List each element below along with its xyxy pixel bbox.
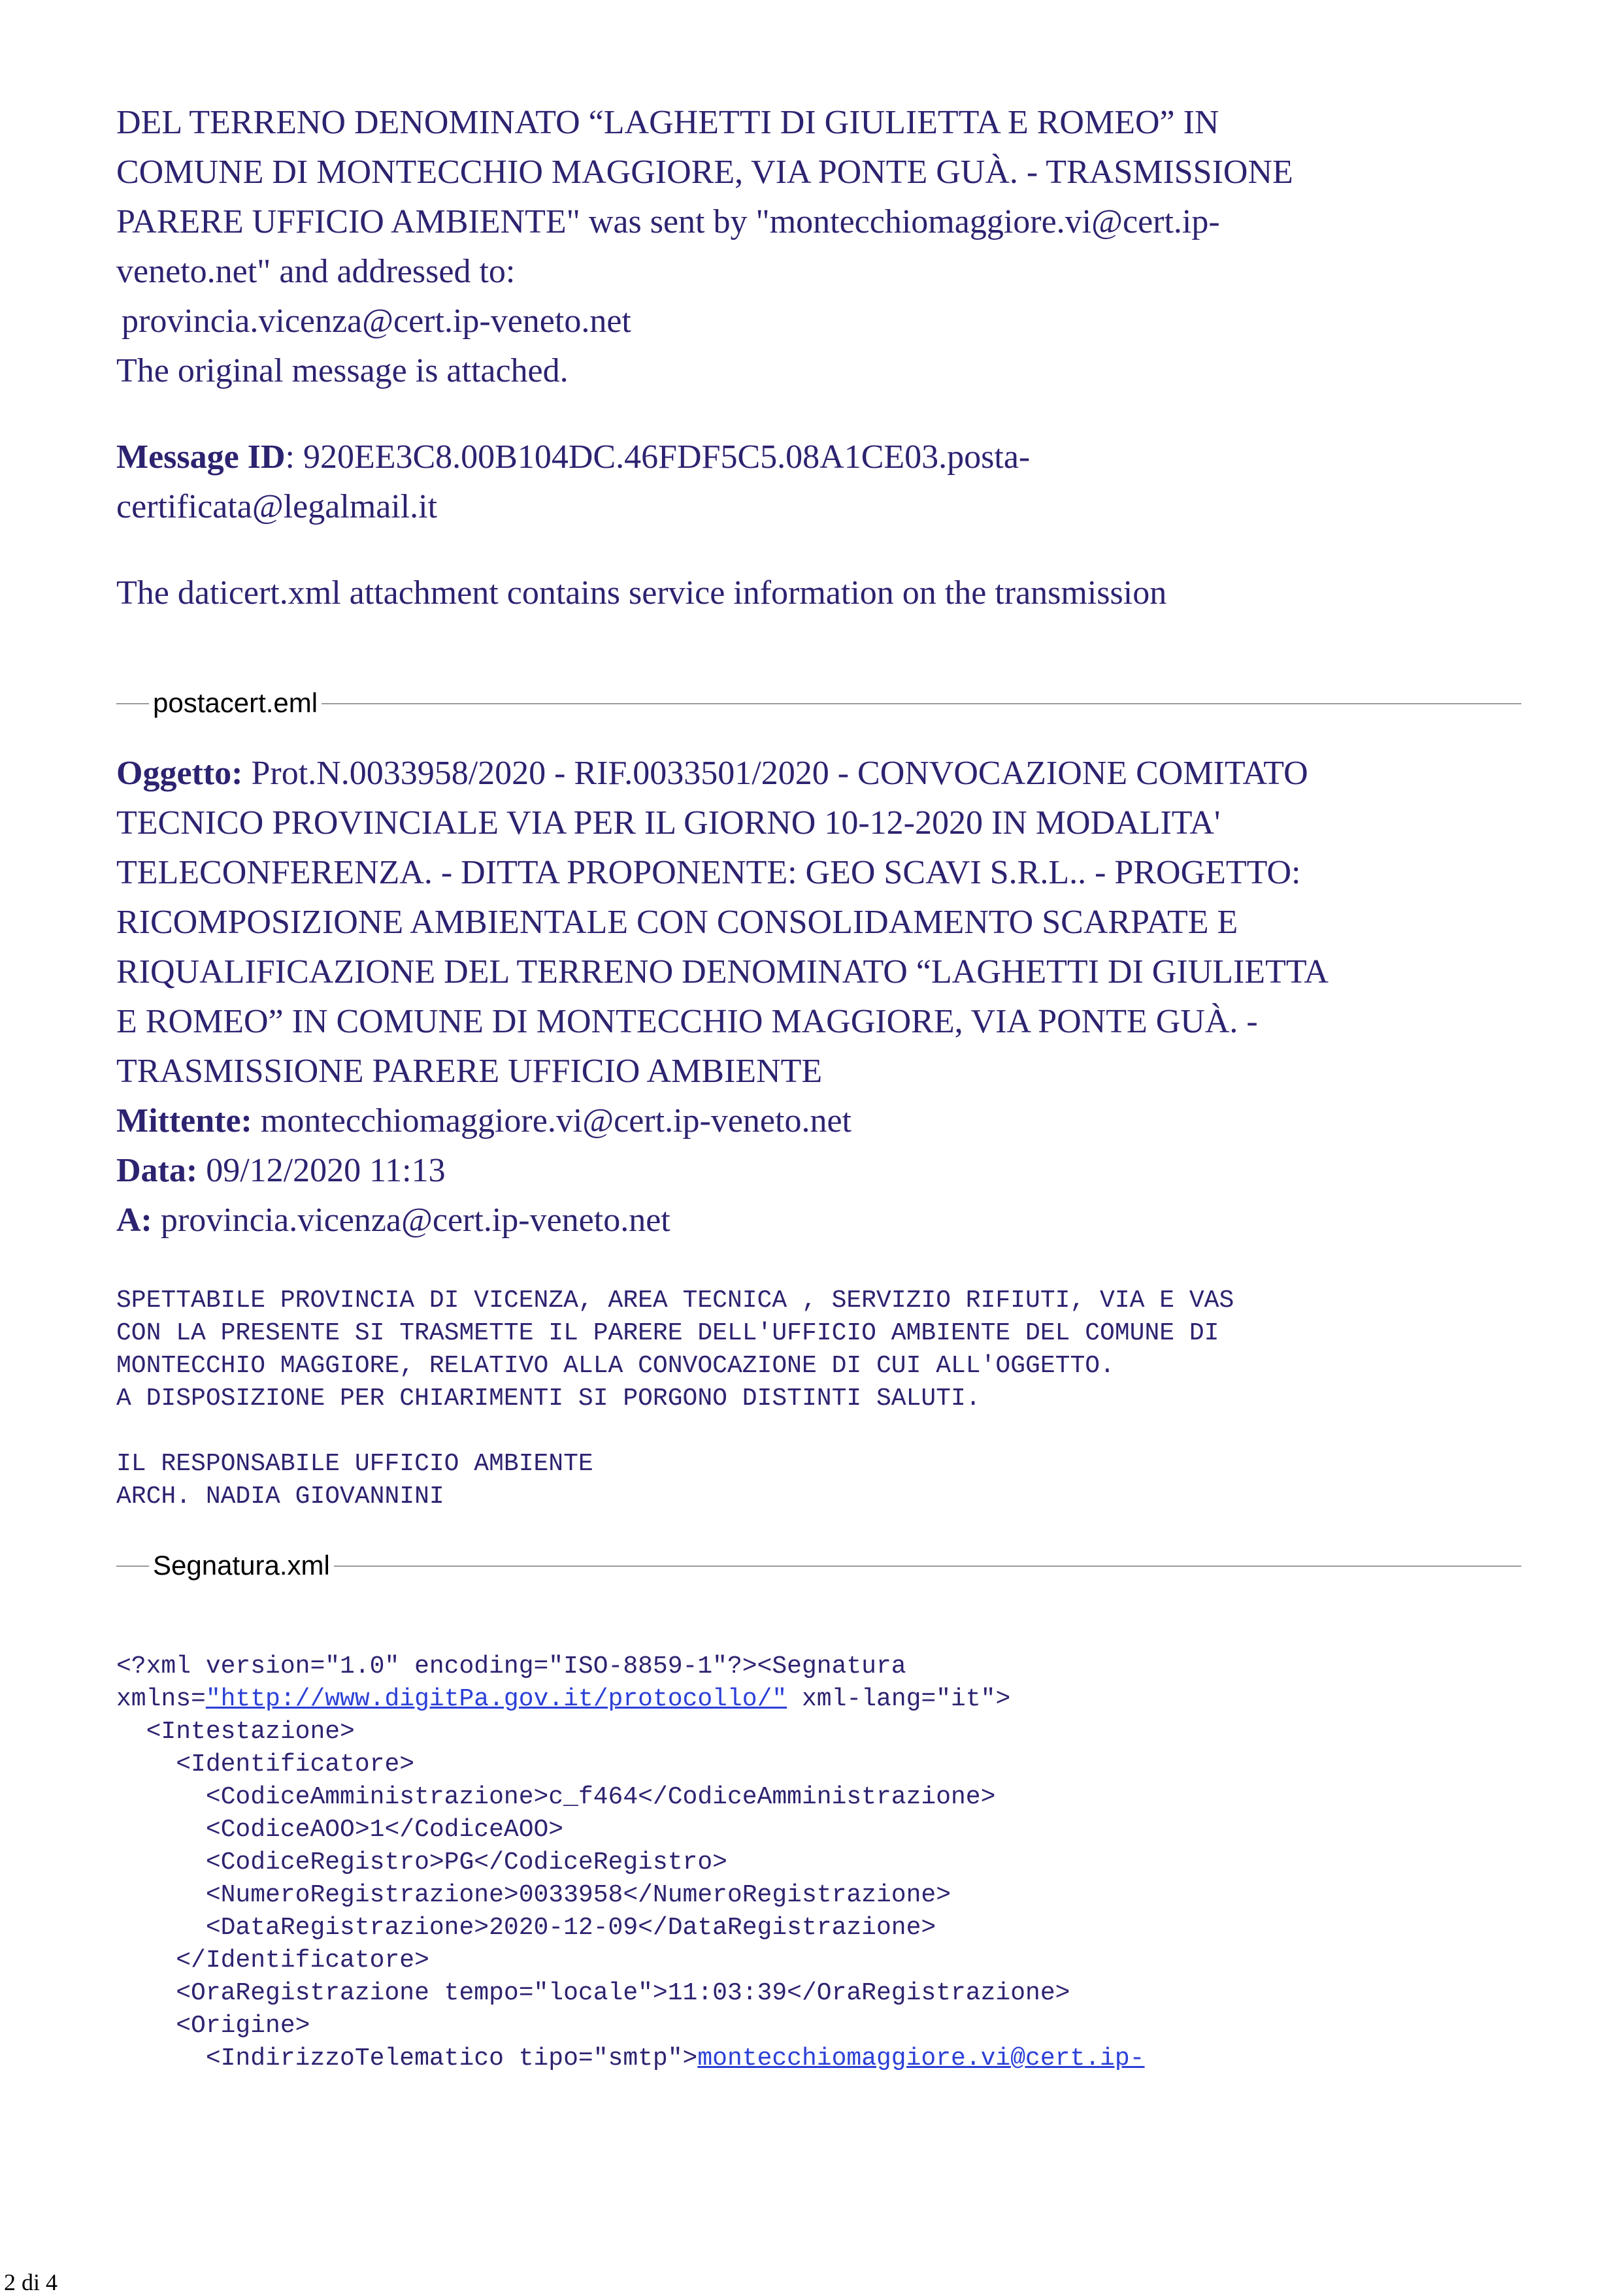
message-id-value-2: certificata@legalmail.it [116,488,438,525]
intro-block [116,98,1521,618]
sender-email-link[interactable]: montecchiomaggiore.vi@cert.ip- [697,2044,1145,2073]
sender-value: montecchiomaggiore.vi@cert.ip-veneto.net [252,1102,851,1140]
daticert-note: The daticert.xml attachment contains service information on the transmission [116,574,1167,612]
date-label: Data: [116,1152,198,1189]
body-line-3: CON LA PRESENTE SI TRASMETTE IL PARERE DELL'UFFICIO AMBIENTE DEL COMUNE DI [116,1319,1219,1347]
recipient-address: provincia.vicenza@cert.ip-veneto.net [122,303,631,340]
xml-line-8: <NumeroRegistrazione>0033958</NumeroRegistrazione> [116,1881,951,1909]
xml-line-9: <DataRegistrazione>2020-12-09</DataRegistrazione> [116,1914,936,1942]
intro-line-3: PARERE UFFICIO AMBIENTE" was sent by "montecchiomaggiore.vi@cert.ip- [116,203,1220,240]
subject-line-4: RICOMPOSIZIONE AMBIENTALE CON CONSOLIDAMENTO SCARPATE E [116,904,1238,941]
separator-segnatura [116,1546,1521,1585]
subject-line-7: TRASMISSIONE PARERE UFFICIO AMBIENTE [116,1053,823,1090]
subject-line-5: RIQUALIFICAZIONE DEL TERRENO DENOMINATO “LAGHETTI DI GIULIETTA [116,953,1329,991]
intro-line-1: DEL TERRENO DENOMINATO “LAGHETTI DI GIULIETTA E ROMEO” IN [116,104,1219,141]
message-id-value-1: : 920EE3C8.00B104DC.46FDF5C5.08A1CE03.posta- [285,438,1031,476]
subject-line-2: TECNICO PROVINCIALE VIA PER IL GIORNO 10-12-2020 IN MODALITA' [116,804,1221,842]
separator-postacert [116,683,1521,723]
xml-line-6: <CodiceAOO>1</CodiceAOO> [116,1816,564,1844]
subject-line-1: Oggetto: Prot.N.0033958/2020 - RIF.0033501/2020 - CONVOCAZIONE COMITATO [116,755,1308,792]
intro-line-4: veneto.net" and addressed to: [116,253,516,290]
section-title-postacert: postacert.eml [149,687,322,719]
subject-label: Oggetto: [116,755,243,792]
page-number: 2 di 4 [4,2269,58,2295]
sender-row [116,1096,1521,1146]
document-page [116,98,1521,2075]
section-title-segnatura: Segnatura.xml [149,1550,334,1581]
email-body [116,1285,1521,1513]
xml-line-2: xmlns="http://www.digitPa.gov.it/protocollo/" xml-lang="it"> [116,1685,1011,1713]
to-row [116,1196,1521,1245]
subject-line-6: E ROMEO” IN COMUNE DI MONTECCHIO MAGGIORE, VIA PONTE GUÀ. - [116,1003,1258,1040]
body-line-6 [116,1415,1521,1448]
to-value: provincia.vicenza@cert.ip-veneto.net [152,1202,670,1239]
intro-line-2: COMUNE DI MONTECCHIO MAGGIORE, VIA PONTE GUÀ. - TRASMISSIONE [116,154,1293,191]
xml-line-7: <CodiceRegistro>PG</CodiceRegistro> [116,1848,727,1877]
xml-line-12: <Origine> [116,2012,310,2040]
xml-block [116,1650,1521,2075]
xml-line-1: <?xml version="1.0" encoding="ISO-8859-1"?><Segnatura [116,1652,906,1681]
subject-line-3: TELECONFERENZA. - DITTA PROPONENTE: GEO SCAVI S.R.L.. - PROGETTO: [116,854,1301,891]
attached-note: The original message is attached. [116,352,569,389]
date-row [116,1146,1521,1196]
xml-line-5: <CodiceAmministrazione>c_f464</CodiceAmministrazione> [116,1783,996,1811]
xml-line-3: <Intestazione> [116,1718,355,1746]
body-line-4: MONTECCHIO MAGGIORE, RELATIVO ALLA CONVOCAZIONE DI CUI ALL'OGGETTO. [116,1352,1115,1380]
message-id [116,433,1521,482]
xml-line-11: <OraRegistrazione tempo="locale">11:03:39</OraRegistrazione> [116,1979,1070,2007]
date-value: 09/12/2020 11:13 [197,1152,446,1189]
to-label: A: [116,1202,152,1239]
xml-line-4: <Identificatore> [116,1750,415,1779]
sender-label: Mittente: [116,1102,252,1140]
body-line-7: IL RESPONSABILE UFFICIO AMBIENTE [116,1450,593,1478]
body-line-8: ARCH. NADIA GIOVANNINI [116,1483,444,1511]
xml-line-10: </Identificatore> [116,1946,429,1975]
message-id-label: Message ID [116,438,286,476]
email-header [116,749,1521,1245]
body-line-1: SPETTABILE PROVINCIA DI VICENZA, AREA TECNICA , SERVIZIO RIFIUTI, VIA E VAS [116,1287,1234,1315]
xml-line-13: <IndirizzoTelematico tipo="smtp">montecchiomaggiore.vi@cert.ip- [116,2044,1145,2073]
namespace-link[interactable]: "http://www.digitPa.gov.it/protocollo/" [205,1685,787,1713]
body-line-5: A DISPOSIZIONE PER CHIARIMENTI SI PORGONO DISTINTI SALUTI. [116,1385,981,1413]
